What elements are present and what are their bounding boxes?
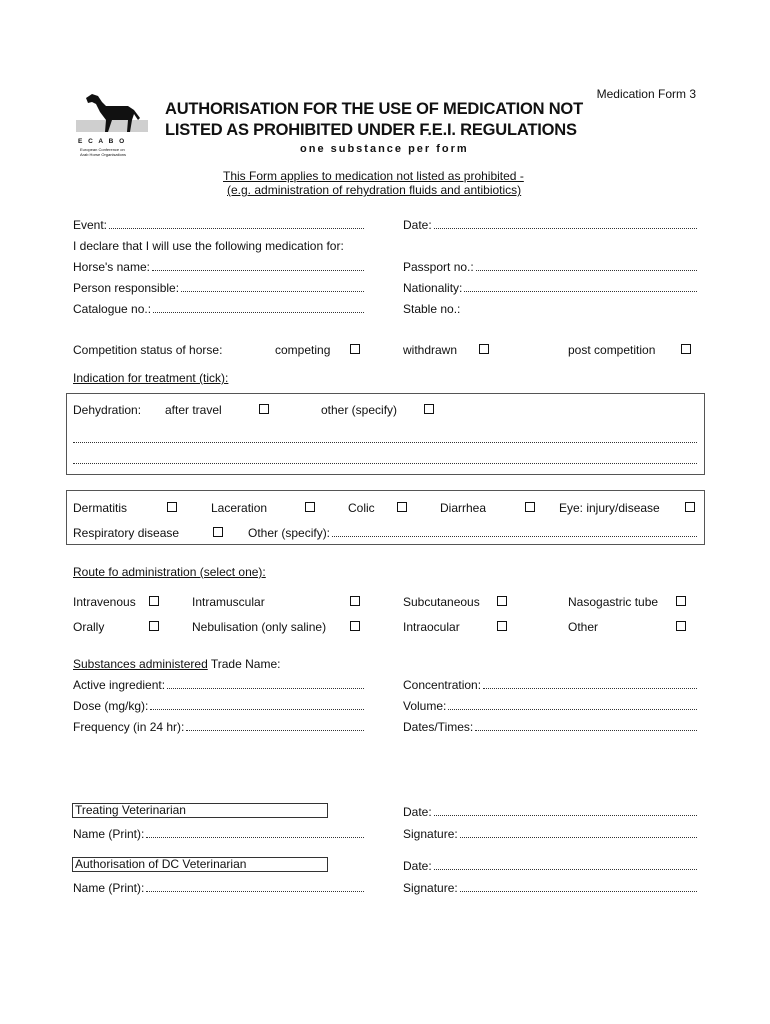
diarrhea-checkbox[interactable] [525, 502, 535, 512]
concentration-field[interactable] [403, 678, 697, 692]
dates-times-field[interactable] [403, 720, 697, 734]
treating-name-label: Name (Print): [73, 827, 145, 841]
nebulisation-label: Nebulisation (only saline) [192, 620, 327, 634]
passport-label: Passport no.: [403, 260, 474, 274]
indication-heading: Indication for treatment (tick): [73, 371, 229, 385]
dehydration-label: Dehydration: [73, 403, 142, 417]
diarrhea-label: Diarrhea [440, 501, 487, 515]
event-field[interactable] [73, 218, 364, 232]
date-field[interactable] [403, 218, 697, 232]
date-label: Date: [403, 218, 432, 232]
status-label: Competition status of horse: [73, 343, 223, 357]
orally-checkbox[interactable] [149, 621, 159, 631]
form-number: Medication Form 3 [596, 87, 696, 101]
other-condition-field[interactable] [248, 526, 697, 540]
declaration-text: I declare that I will use the following medication for: [73, 239, 344, 253]
intraocular-label: Intraocular [403, 620, 460, 634]
status-post-label: post competition [568, 343, 656, 357]
status-withdrawn-label: withdrawn [403, 343, 458, 357]
person-responsible-field[interactable] [73, 281, 364, 295]
dates-times-label: Dates/Times: [403, 720, 474, 734]
dermatitis-checkbox[interactable] [167, 502, 177, 512]
eye-label: Eye: injury/disease [559, 501, 660, 515]
other-route-label: Other [568, 620, 599, 634]
colic-checkbox[interactable] [397, 502, 407, 512]
form-note-line2: (e.g. administration of rehydration fluids and antibiotics) [227, 183, 522, 197]
colic-label: Colic [348, 501, 375, 515]
treating-date-field[interactable] [403, 805, 697, 819]
volume-field[interactable] [403, 699, 697, 713]
intramuscular-checkbox[interactable] [350, 596, 360, 606]
nasogastric-label: Nasogastric tube [568, 595, 659, 609]
dc-name-label: Name (Print): [73, 881, 145, 895]
nasogastric-checkbox[interactable] [676, 596, 686, 606]
dc-signature-field[interactable] [403, 881, 697, 895]
subcutaneous-checkbox[interactable] [497, 596, 507, 606]
intramuscular-label: Intramuscular [192, 595, 265, 609]
competing-checkbox[interactable] [350, 344, 360, 354]
nebulisation-checkbox[interactable] [350, 621, 360, 631]
withdrawn-checkbox[interactable] [479, 344, 489, 354]
dc-date-field[interactable] [403, 859, 697, 873]
after-travel-label: after travel [165, 403, 222, 417]
dose-label: Dose (mg/kg): [73, 699, 149, 713]
treating-name-field[interactable] [73, 827, 364, 841]
horse-icon [72, 90, 152, 138]
substances-heading-label: Substances administered [73, 657, 208, 671]
orally-label: Orally [73, 620, 105, 634]
form-title-line1: AUTHORISATION FOR THE USE OF MEDICATION NOT [165, 100, 583, 118]
logo-letters: E C A B O [78, 138, 127, 145]
intraocular-checkbox[interactable] [497, 621, 507, 631]
laceration-label: Laceration [211, 501, 268, 515]
frequency-field[interactable] [73, 720, 364, 734]
frequency-label: Frequency (in 24 hr): [73, 720, 185, 734]
ecabo-logo [72, 90, 152, 160]
nationality-label: Nationality: [403, 281, 463, 295]
post-competition-checkbox[interactable] [681, 344, 691, 354]
form-subtitle: one substance per form [300, 143, 469, 155]
active-label: Active ingredient: [73, 678, 166, 692]
status-competing-label: competing [275, 343, 331, 357]
other-condition-label: Other (specify): [248, 526, 331, 540]
dermatitis-label: Dermatitis [73, 501, 128, 515]
stable-label: Stable no.: [403, 302, 461, 316]
dehydration-specify-line-1[interactable] [73, 442, 697, 443]
passport-field[interactable] [403, 260, 697, 274]
dc-vet-heading: Authorisation of DC Veterinarian [72, 857, 328, 872]
person-label: Person responsible: [73, 281, 180, 295]
catalogue-label: Catalogue no.: [73, 302, 152, 316]
event-label: Event: [73, 218, 108, 232]
active-ingredient-field[interactable] [73, 678, 364, 692]
logo-caption-1: European Conference on [80, 147, 125, 152]
dc-name-field[interactable] [73, 881, 364, 895]
dehydration-specify-line-2[interactable] [73, 463, 697, 464]
treating-vet-heading: Treating Veterinarian [72, 803, 328, 818]
subcutaneous-label: Subcutaneous [403, 595, 480, 609]
other-route-checkbox[interactable] [676, 621, 686, 631]
form-title-line2: LISTED AS PROHIBITED UNDER F.E.I. REGULATIONS [165, 121, 577, 139]
catalogue-field[interactable] [73, 302, 364, 316]
form-note-line1: This Form applies to medication not listed as prohibited - [223, 169, 524, 183]
concentration-label: Concentration: [403, 678, 482, 692]
nationality-field[interactable] [403, 281, 697, 295]
dose-field[interactable] [73, 699, 364, 713]
other-specify-label: other (specify) [321, 403, 398, 417]
intravenous-label: Intravenous [73, 595, 136, 609]
route-heading: Route fo administration (select one): [73, 565, 266, 579]
volume-label: Volume: [403, 699, 447, 713]
eye-checkbox[interactable] [685, 502, 695, 512]
trade-name-label: Trade Name: [210, 657, 281, 671]
horse-name-field[interactable] [73, 260, 364, 274]
laceration-checkbox[interactable] [305, 502, 315, 512]
dc-date-label: Date: [403, 859, 432, 873]
logo-caption-2: Arab Horse Organisations [80, 152, 127, 157]
intravenous-checkbox[interactable] [149, 596, 159, 606]
horse-name-label: Horse's name: [73, 260, 150, 274]
treating-signature-field[interactable] [403, 827, 697, 841]
dc-signature-label: Signature: [403, 881, 458, 895]
treating-date-label: Date: [403, 805, 432, 819]
after-travel-checkbox[interactable] [259, 404, 269, 414]
substances-heading [73, 657, 280, 671]
respiratory-checkbox[interactable] [213, 527, 223, 537]
treating-signature-label: Signature: [403, 827, 458, 841]
respiratory-label: Respiratory disease [73, 526, 180, 540]
other-specify-checkbox[interactable] [424, 404, 434, 414]
